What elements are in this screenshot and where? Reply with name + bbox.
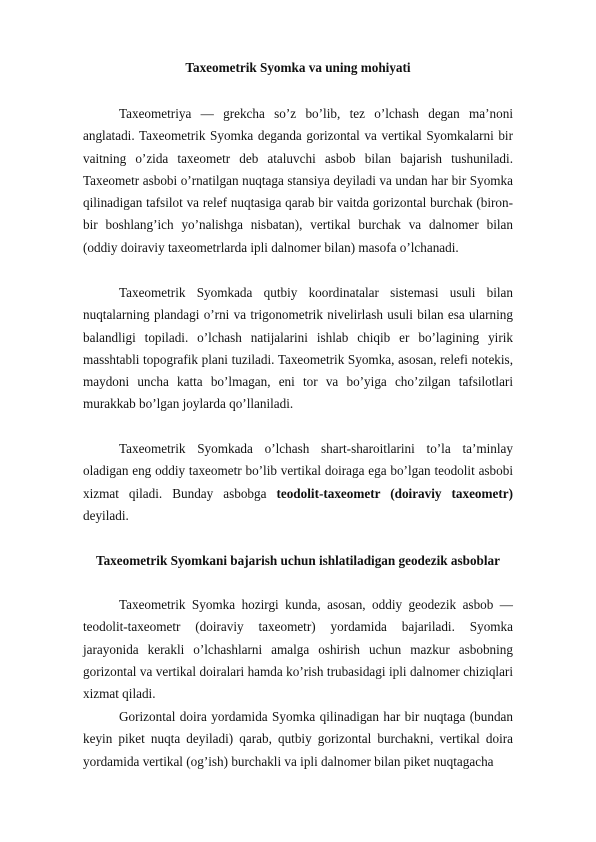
- paragraph-teodolit-taxeometr: [83, 438, 513, 527]
- paragraph-horizontal-circle: Gorizontal doira yordamida Syomka qilinadigan har bir nuqtaga (bundan keyin piket nuqta deyiladi) qarab, qutbiy gorizontal burchakni, vertikal doira yordamida vertikal (og’ish) burchakli va ipli dalnomer bilan piket nuqtagacha: [83, 709, 513, 769]
- paragraph-taxeometriya-definition: Taxeometriya — grekcha so’z bo’lib, tez o’lchash degan ma’noni anglatadi. Taxeometrik Syomka deganda gorizontal va vertikal Syomkalarni bir vaitning o’zida taxeometr deb ataluvchi asbob bilan bajarish tushuniladi. Taxeometr asbobi o’rnatilgan nuqtaga stansiya deyiladi va undan har bir Syomka qilinadigan tafsilot va relef nuqtasiga qarab bir vaitda gorizontal burchak (biron-bir boshlang’ich yo’nalishga nisbatan), vertikal burchak va dalnomer bilan (oddiy doiraviy taxeometrlarda ipli dalnomer bilan) masofa o’lchanadi.: [83, 106, 513, 255]
- paragraph-polar-coordinates: Taxeometrik Syomkada qutbiy koordinatalar sistemasi usuli bilan nuqtalarning plandagi o’rni va trigonometrik nivelirlash usuli bilan esa ularning balandligi topiladi. o’lchash natijalarini ishlab chiqib er bo’lagining yirik masshtabli topografik plani tuziladi. Taxeometrik Syomka, asosan, relefi notekis, maydoni uncha katta bo’lmagan, eni tor va bo’yiga cho’zilgan tafsilotlari murakkab bo’lgan joylarda qo’llaniladi.: [83, 285, 513, 412]
- document-title: Taxeometrik Syomka va uning mohiyati: [185, 60, 411, 75]
- bold-term: teodolit-taxeometr (doiraviy taxeometr): [276, 485, 514, 501]
- section-heading: Taxeometrik Syomkani bajarish uchun ishlatiladigan geodezik asboblar: [95, 553, 500, 568]
- paragraph-instruments: Taxeometrik Syomka hozirgi kunda, asosan, oddiy geodezik asbob — teodolit-taxeometr (doiraviy taxeometr) yordamida bajariladi. Syomka jarayonida kerakli o’lchashlarni amalga oshirish uchun mazkur asbobning gorizontal va vertikal doiralari hamda ko’rish trubasidagi ipli dalnomer chiziqlari xizmat qiladi.: [83, 597, 513, 702]
- paragraph-text: Taxeometrik Syomkada o’lchash shart-sharoitlarini to’la ta’minlay oladigan eng oddiy taxeometr bo’lib vertikal doiraga ega bo’lgan teodolit asbobi xizmat qiladi. Bunday asbobga: [83, 441, 513, 501]
- paragraph-text-end: deyiladi.: [83, 507, 129, 523]
